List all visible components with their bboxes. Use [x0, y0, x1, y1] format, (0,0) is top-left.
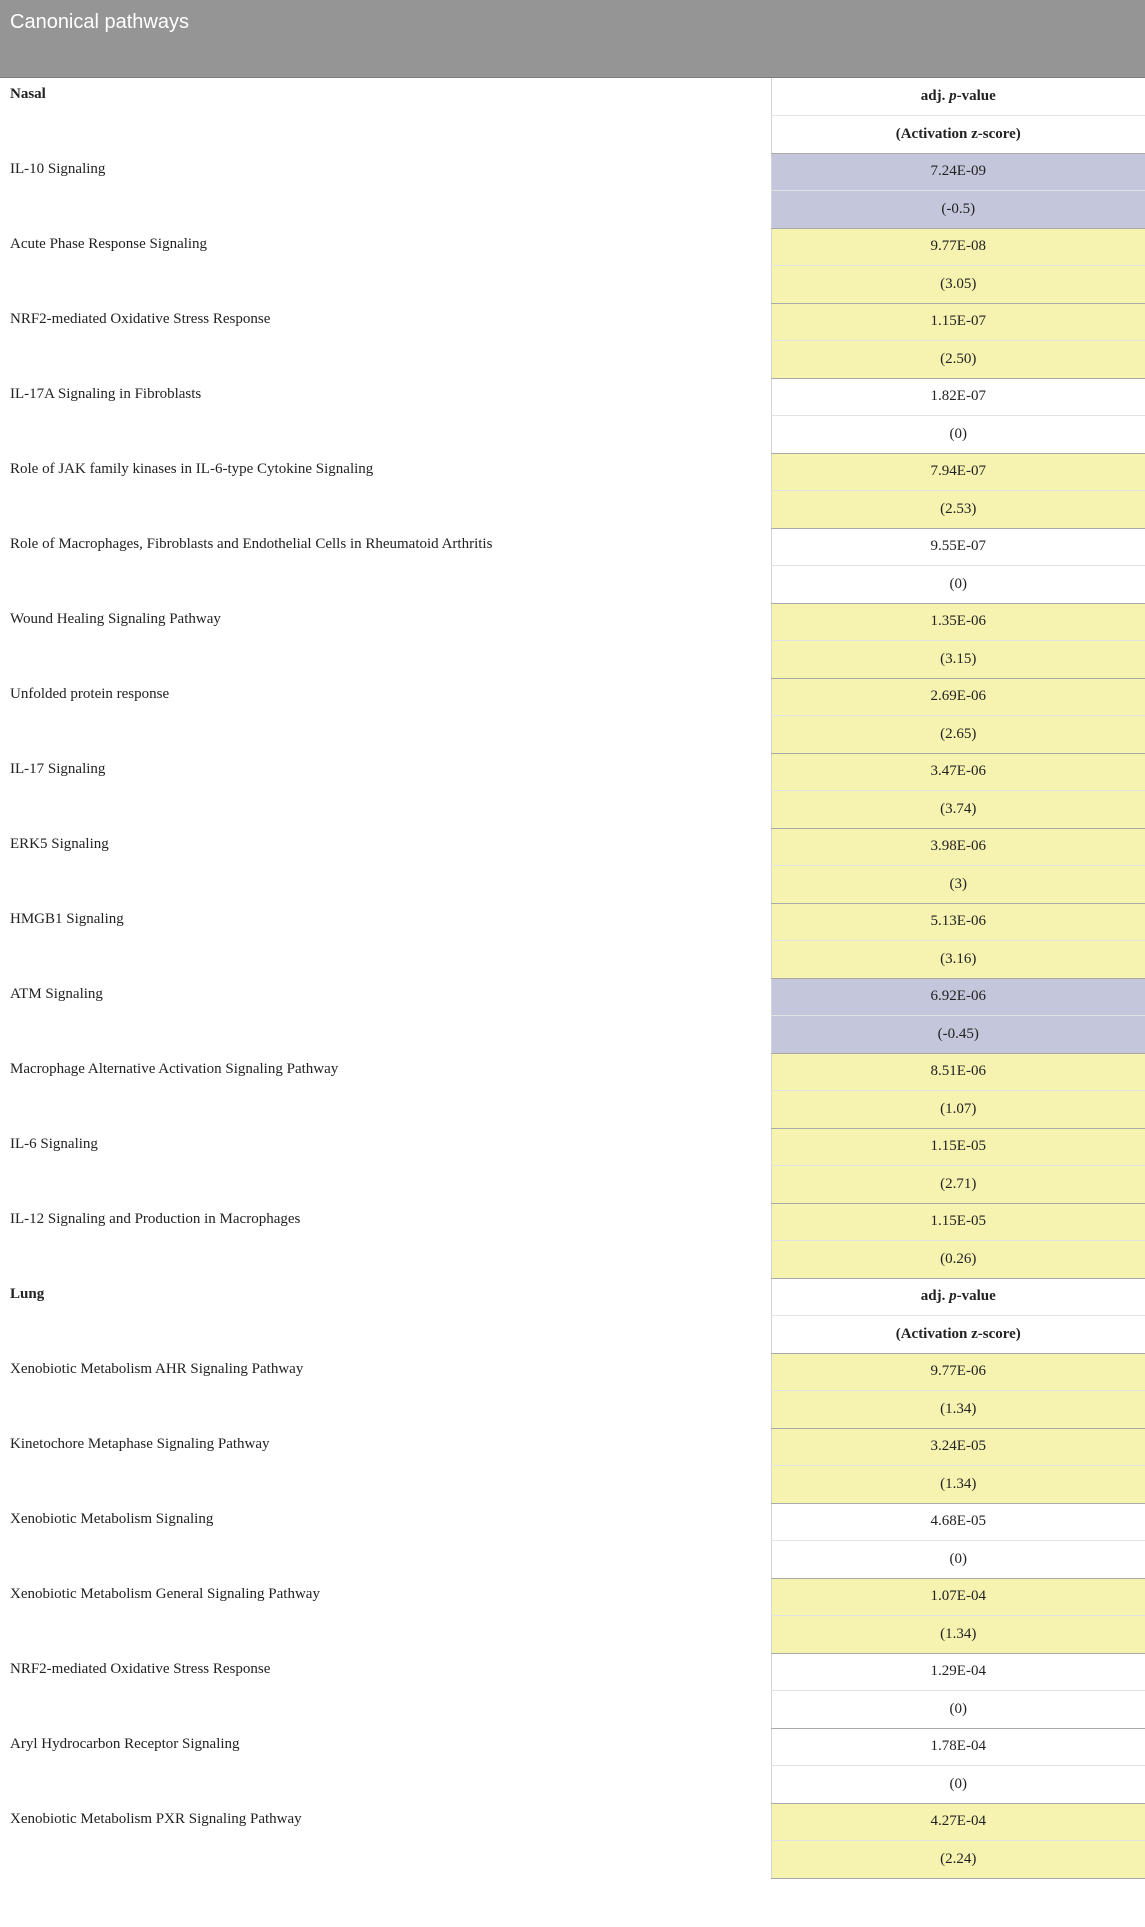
z-score-cell: (3.16) — [771, 941, 1145, 979]
table-row — [0, 453, 1145, 491]
pathway-name: Acute Phase Response Signaling — [0, 228, 771, 303]
p-value-cell: 2.69E-06 — [771, 678, 1145, 716]
z-score-cell: (0) — [771, 416, 1145, 454]
table-row — [0, 828, 1145, 866]
section-label: Nasal — [0, 78, 771, 153]
table-row — [0, 1428, 1145, 1466]
table-row — [0, 1128, 1145, 1166]
p-value-cell: 1.15E-05 — [771, 1128, 1145, 1166]
p-value-cell: 1.29E-04 — [771, 1653, 1145, 1691]
table-row — [0, 153, 1145, 191]
p-value-cell: 1.35E-06 — [771, 603, 1145, 641]
section-header-row — [0, 1278, 1145, 1316]
p-value-cell: 5.13E-06 — [771, 903, 1145, 941]
p-value-cell: 4.27E-04 — [771, 1803, 1145, 1841]
table-row — [0, 528, 1145, 566]
table-row — [0, 1728, 1145, 1766]
section-header-row — [0, 78, 1145, 116]
table-row — [0, 1353, 1145, 1391]
p-value-cell: 4.68E-05 — [771, 1503, 1145, 1541]
z-score-cell: (2.53) — [771, 491, 1145, 529]
table-row — [0, 228, 1145, 266]
pathways-grid — [0, 78, 1145, 1879]
z-score-cell: (2.24) — [771, 1841, 1145, 1879]
pathway-name: ATM Signaling — [0, 978, 771, 1053]
p-value-cell: 7.94E-07 — [771, 453, 1145, 491]
pathway-name: IL-6 Signaling — [0, 1128, 771, 1203]
p-value-cell: 7.24E-09 — [771, 153, 1145, 191]
z-score-cell: (1.34) — [771, 1616, 1145, 1654]
table-header-bar — [0, 0, 1145, 78]
p-value-cell: 1.07E-04 — [771, 1578, 1145, 1616]
pathway-name: Aryl Hydrocarbon Receptor Signaling — [0, 1728, 771, 1803]
column-header-p-value: adj. p-value — [771, 78, 1145, 116]
pathway-name: Role of JAK family kinases in IL-6-type Cytokine Signaling — [0, 453, 771, 528]
p-value-cell: 6.92E-06 — [771, 978, 1145, 1016]
z-score-cell: (0) — [771, 566, 1145, 604]
pathway-name: IL-17A Signaling in Fibroblasts — [0, 378, 771, 453]
p-value-cell: 9.77E-06 — [771, 1353, 1145, 1391]
z-score-cell: (3.74) — [771, 791, 1145, 829]
column-header-z-score: (Activation z-score) — [771, 1316, 1145, 1354]
pathway-name: Kinetochore Metaphase Signaling Pathway — [0, 1428, 771, 1503]
pathway-name: NRF2-mediated Oxidative Stress Response — [0, 303, 771, 378]
z-score-cell: (-0.5) — [771, 191, 1145, 229]
p-value-cell: 3.24E-05 — [771, 1428, 1145, 1466]
z-score-cell: (-0.45) — [771, 1016, 1145, 1054]
pathway-name: ERK5 Signaling — [0, 828, 771, 903]
pathway-name: IL-10 Signaling — [0, 153, 771, 228]
z-score-cell: (3.05) — [771, 266, 1145, 304]
pathway-name: HMGB1 Signaling — [0, 903, 771, 978]
z-score-cell: (3.15) — [771, 641, 1145, 679]
pathway-name: Xenobiotic Metabolism Signaling — [0, 1503, 771, 1578]
pathway-name: Wound Healing Signaling Pathway — [0, 603, 771, 678]
z-score-cell: (0.26) — [771, 1241, 1145, 1279]
z-score-cell: (1.34) — [771, 1391, 1145, 1429]
column-header-z-score: (Activation z-score) — [771, 116, 1145, 154]
column-header-p-value: adj. p-value — [771, 1278, 1145, 1316]
z-score-cell: (0) — [771, 1691, 1145, 1729]
table-title: Canonical pathways — [10, 11, 189, 33]
pathway-name: Xenobiotic Metabolism General Signaling Pathway — [0, 1578, 771, 1653]
p-value-cell: 3.47E-06 — [771, 753, 1145, 791]
p-value-cell: 1.15E-07 — [771, 303, 1145, 341]
table-row — [0, 753, 1145, 791]
p-value-cell: 8.51E-06 — [771, 1053, 1145, 1091]
z-score-cell: (0) — [771, 1541, 1145, 1579]
table-row — [0, 1803, 1145, 1841]
p-value-cell: 1.78E-04 — [771, 1728, 1145, 1766]
p-value-cell: 3.98E-06 — [771, 828, 1145, 866]
pathways-body — [0, 78, 1145, 1878]
z-score-cell: (0) — [771, 1766, 1145, 1804]
z-score-cell: (3) — [771, 866, 1145, 904]
table-row — [0, 603, 1145, 641]
z-score-cell: (2.65) — [771, 716, 1145, 754]
table-row — [0, 1578, 1145, 1616]
p-value-cell: 1.15E-05 — [771, 1203, 1145, 1241]
table-row — [0, 1053, 1145, 1091]
table-row — [0, 903, 1145, 941]
table-row — [0, 1653, 1145, 1691]
table-row — [0, 978, 1145, 1016]
pathway-name: Xenobiotic Metabolism AHR Signaling Pathway — [0, 1353, 771, 1428]
table-row — [0, 1503, 1145, 1541]
section-label: Lung — [0, 1278, 771, 1353]
p-value-cell: 1.82E-07 — [771, 378, 1145, 416]
pathway-name: Role of Macrophages, Fibroblasts and Endothelial Cells in Rheumatoid Arthritis — [0, 528, 771, 603]
z-score-cell: (2.50) — [771, 341, 1145, 379]
p-value-cell: 9.55E-07 — [771, 528, 1145, 566]
pathway-name: NRF2-mediated Oxidative Stress Response — [0, 1653, 771, 1728]
table-row — [0, 678, 1145, 716]
pathway-name: IL-12 Signaling and Production in Macrophages — [0, 1203, 771, 1278]
z-score-cell: (1.07) — [771, 1091, 1145, 1129]
p-value-cell: 9.77E-08 — [771, 228, 1145, 266]
pathway-name: IL-17 Signaling — [0, 753, 771, 828]
z-score-cell: (1.34) — [771, 1466, 1145, 1504]
table-row — [0, 303, 1145, 341]
table-row — [0, 378, 1145, 416]
pathway-name: Unfolded protein response — [0, 678, 771, 753]
z-score-cell: (2.71) — [771, 1166, 1145, 1204]
pathway-name: Xenobiotic Metabolism PXR Signaling Pathway — [0, 1803, 771, 1878]
table-row — [0, 1203, 1145, 1241]
pathway-name: Macrophage Alternative Activation Signaling Pathway — [0, 1053, 771, 1128]
